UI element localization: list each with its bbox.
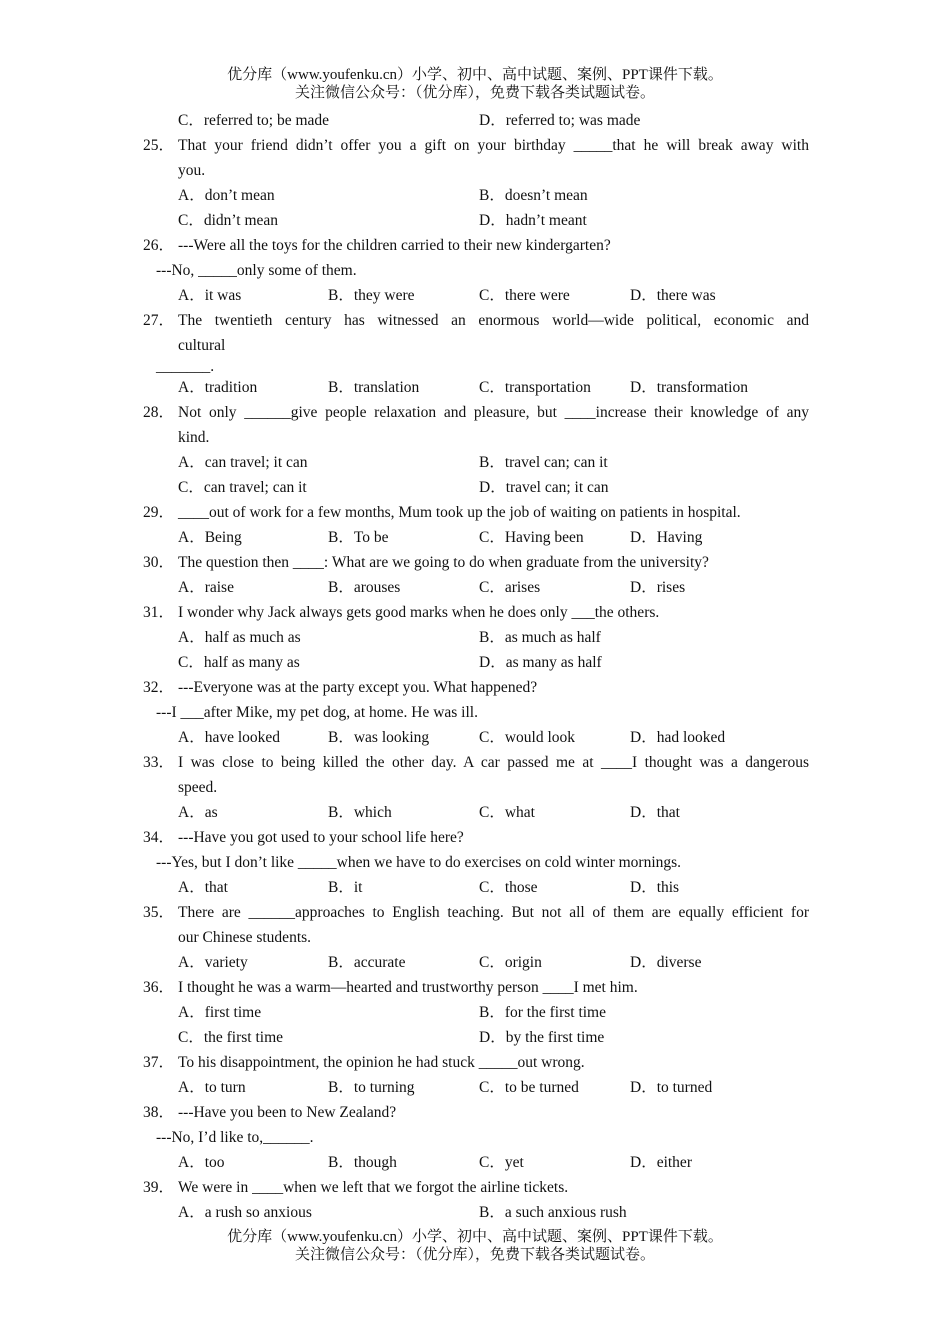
option-b: B．was looking — [328, 729, 430, 746]
option-c: C．what — [479, 804, 535, 821]
question-36 — [143, 975, 809, 1050]
option-c: C．can travel; can it — [178, 479, 307, 496]
question-number: 27． — [143, 312, 175, 329]
question-reply: ---Yes, but I don’t like _____when we have to do exercises on cold winter mornings. — [156, 854, 682, 871]
option-b: B．they were — [328, 287, 415, 304]
question-30 — [143, 550, 809, 600]
question-26 — [143, 233, 809, 308]
question-list — [143, 108, 809, 1225]
option-c: C．arises — [479, 579, 541, 596]
option-b: B．accurate — [328, 954, 406, 971]
question-25 — [143, 133, 809, 233]
question-39 — [143, 1175, 809, 1225]
question-number: 31． — [143, 604, 175, 621]
question-number: 29． — [143, 504, 175, 521]
option-a: A．tradition — [178, 379, 258, 396]
question-stem: ____out of work for a few months, Mum took up the job of waiting on patients in hospital. — [178, 504, 741, 521]
option-d: D．as many as half — [479, 654, 602, 671]
option-a: A．half as much as — [178, 629, 301, 646]
question-number: 33． — [143, 754, 175, 771]
option-d: D．hadn’t meant — [479, 212, 587, 229]
question-stem: ---Everyone was at the party except you. What happened? — [178, 679, 538, 696]
option-a: A．raise — [178, 579, 234, 596]
option-a: A．first time — [178, 1004, 262, 1021]
q24-option-c: C．referred to; be made — [178, 112, 330, 129]
question-number: 36． — [143, 979, 175, 996]
option-b: B．which — [328, 804, 392, 821]
option-d: D．by the first time — [479, 1029, 605, 1046]
option-b: B．To be — [328, 529, 389, 546]
question-number: 39． — [143, 1179, 175, 1196]
option-d: D．to turned — [630, 1079, 713, 1096]
option-c: C．origin — [479, 954, 542, 971]
option-c: C．Having been — [479, 529, 584, 546]
question-reply: ---No, _____only some of them. — [156, 262, 357, 279]
option-a: A．as — [178, 804, 218, 821]
question-27 — [143, 308, 809, 400]
option-d: D．rises — [630, 579, 686, 596]
question-number: 32． — [143, 679, 175, 696]
option-a: A．to turn — [178, 1079, 246, 1096]
option-d: D．this — [630, 879, 680, 896]
question-stem-cont: our Chinese students. — [178, 929, 312, 946]
question-number: 28． — [143, 404, 175, 421]
option-b: B．as much as half — [479, 629, 601, 646]
option-c: C．didn’t mean — [178, 212, 279, 229]
question-34 — [143, 825, 809, 900]
option-a: A．can travel; it can — [178, 454, 308, 471]
question-29 — [143, 500, 809, 550]
question-35 — [143, 900, 809, 975]
option-c: C．yet — [479, 1154, 524, 1171]
option-c: C．the first time — [178, 1029, 284, 1046]
question-stem-cont: cultural — [178, 337, 226, 354]
question-blank-line: _______. — [156, 358, 215, 375]
question-reply: ---No, I’d like to,______. — [156, 1129, 314, 1146]
q24-options — [143, 108, 809, 133]
option-b: B．a such anxious rush — [479, 1204, 627, 1221]
footer-line-2: 关注微信公众号：（优分库），免费下载各类试题试卷。 — [294, 1247, 655, 1263]
page-footer — [0, 1228, 950, 1264]
option-c: C．there were — [479, 287, 570, 304]
option-a: A．that — [178, 879, 228, 896]
question-number: 35． — [143, 904, 175, 921]
question-number: 37． — [143, 1054, 175, 1071]
option-d: D．Having — [630, 529, 703, 546]
option-a: A．Being — [178, 529, 242, 546]
question-stem: I wonder why Jack always gets good marks when he does only ___the others. — [178, 604, 660, 621]
option-b: B．arouses — [328, 579, 401, 596]
question-stem: I was close to being killed the other day. A car passed me at ____I thought was a dangerous — [178, 754, 809, 771]
question-number: 38． — [143, 1104, 175, 1121]
option-a: A．a rush so anxious — [178, 1204, 312, 1221]
question-stem: We were in ____when we left that we forgot the airline tickets. — [178, 1179, 569, 1196]
question-stem: ---Were all the toys for the children carried to their new kindergarten? — [178, 237, 611, 254]
question-stem-cont: you. — [178, 162, 206, 179]
option-d: D．had looked — [630, 729, 726, 746]
question-reply: ---I ___after Mike, my pet dog, at home. He was ill. — [156, 704, 478, 721]
question-stem: The twentieth century has witnessed an enormous world—wide political, economic and — [178, 312, 809, 329]
header-line-2: 关注微信公众号：（优分库），免费下载各类试题试卷。 — [294, 85, 655, 101]
question-32 — [143, 675, 809, 750]
question-31 — [143, 600, 809, 675]
question-stem: The question then ____: What are we going to do when graduate from the university? — [178, 554, 709, 571]
option-c: C．those — [479, 879, 538, 896]
option-b: B．for the first time — [479, 1004, 606, 1021]
question-38 — [143, 1100, 809, 1175]
question-number: 34． — [143, 829, 175, 846]
q24-option-d: D．referred to; was made — [479, 112, 641, 129]
option-a: A．have looked — [178, 729, 281, 746]
option-a: A．it was — [178, 287, 242, 304]
option-b: B．though — [328, 1154, 397, 1171]
option-c: C．would look — [479, 729, 576, 746]
question-28 — [143, 400, 809, 500]
option-c: C．half as many as — [178, 654, 300, 671]
question-stem: I thought he was a warm—hearted and trustworthy person ____I met him. — [178, 979, 638, 996]
option-a: A．don’t mean — [178, 187, 275, 204]
question-stem: ---Have you been to New Zealand? — [178, 1104, 397, 1121]
question-stem-cont: kind. — [178, 429, 210, 446]
question-number: 30． — [143, 554, 175, 571]
option-b: B．it — [328, 879, 363, 896]
option-d: D．either — [630, 1154, 692, 1171]
question-stem: ---Have you got used to your school life here? — [178, 829, 464, 846]
question-stem-cont: speed. — [178, 779, 218, 796]
option-d: D．travel can; it can — [479, 479, 609, 496]
footer-line-1: 优分库（www.youfenku.cn）小学、初中、高中试题、案例、PPT课件下载。 — [227, 1229, 723, 1245]
option-a: A．variety — [178, 954, 248, 971]
option-b: B．doesn’t mean — [479, 187, 588, 204]
option-d: D．there was — [630, 287, 716, 304]
option-b: B．translation — [328, 379, 420, 396]
option-b: B．to turning — [328, 1079, 415, 1096]
header-line-1: 优分库（www.youfenku.cn）小学、初中、高中试题、案例、PPT课件下载。 — [227, 67, 723, 83]
question-stem: That your friend didn’t offer you a gift on your birthday _____that he will break away with — [178, 137, 809, 154]
option-a: A．too — [178, 1154, 225, 1171]
question-stem: Not only ______give people relaxation and pleasure, but ____increase their knowledge of any — [178, 404, 809, 421]
option-d: D．transformation — [630, 379, 748, 396]
page-header — [0, 66, 950, 102]
question-number: 26． — [143, 237, 175, 254]
option-d: D．that — [630, 804, 680, 821]
question-number: 25． — [143, 137, 175, 154]
question-33 — [143, 750, 809, 825]
option-c: C．transportation — [479, 379, 591, 396]
question-stem: There are ______approaches to English teaching. But not all of them are equally efficient for — [178, 904, 809, 921]
option-c: C．to be turned — [479, 1079, 579, 1096]
question-37 — [143, 1050, 809, 1100]
question-stem: To his disappointment, the opinion he had stuck _____out wrong. — [178, 1054, 585, 1071]
option-d: D．diverse — [630, 954, 702, 971]
option-b: B．travel can; can it — [479, 454, 608, 471]
